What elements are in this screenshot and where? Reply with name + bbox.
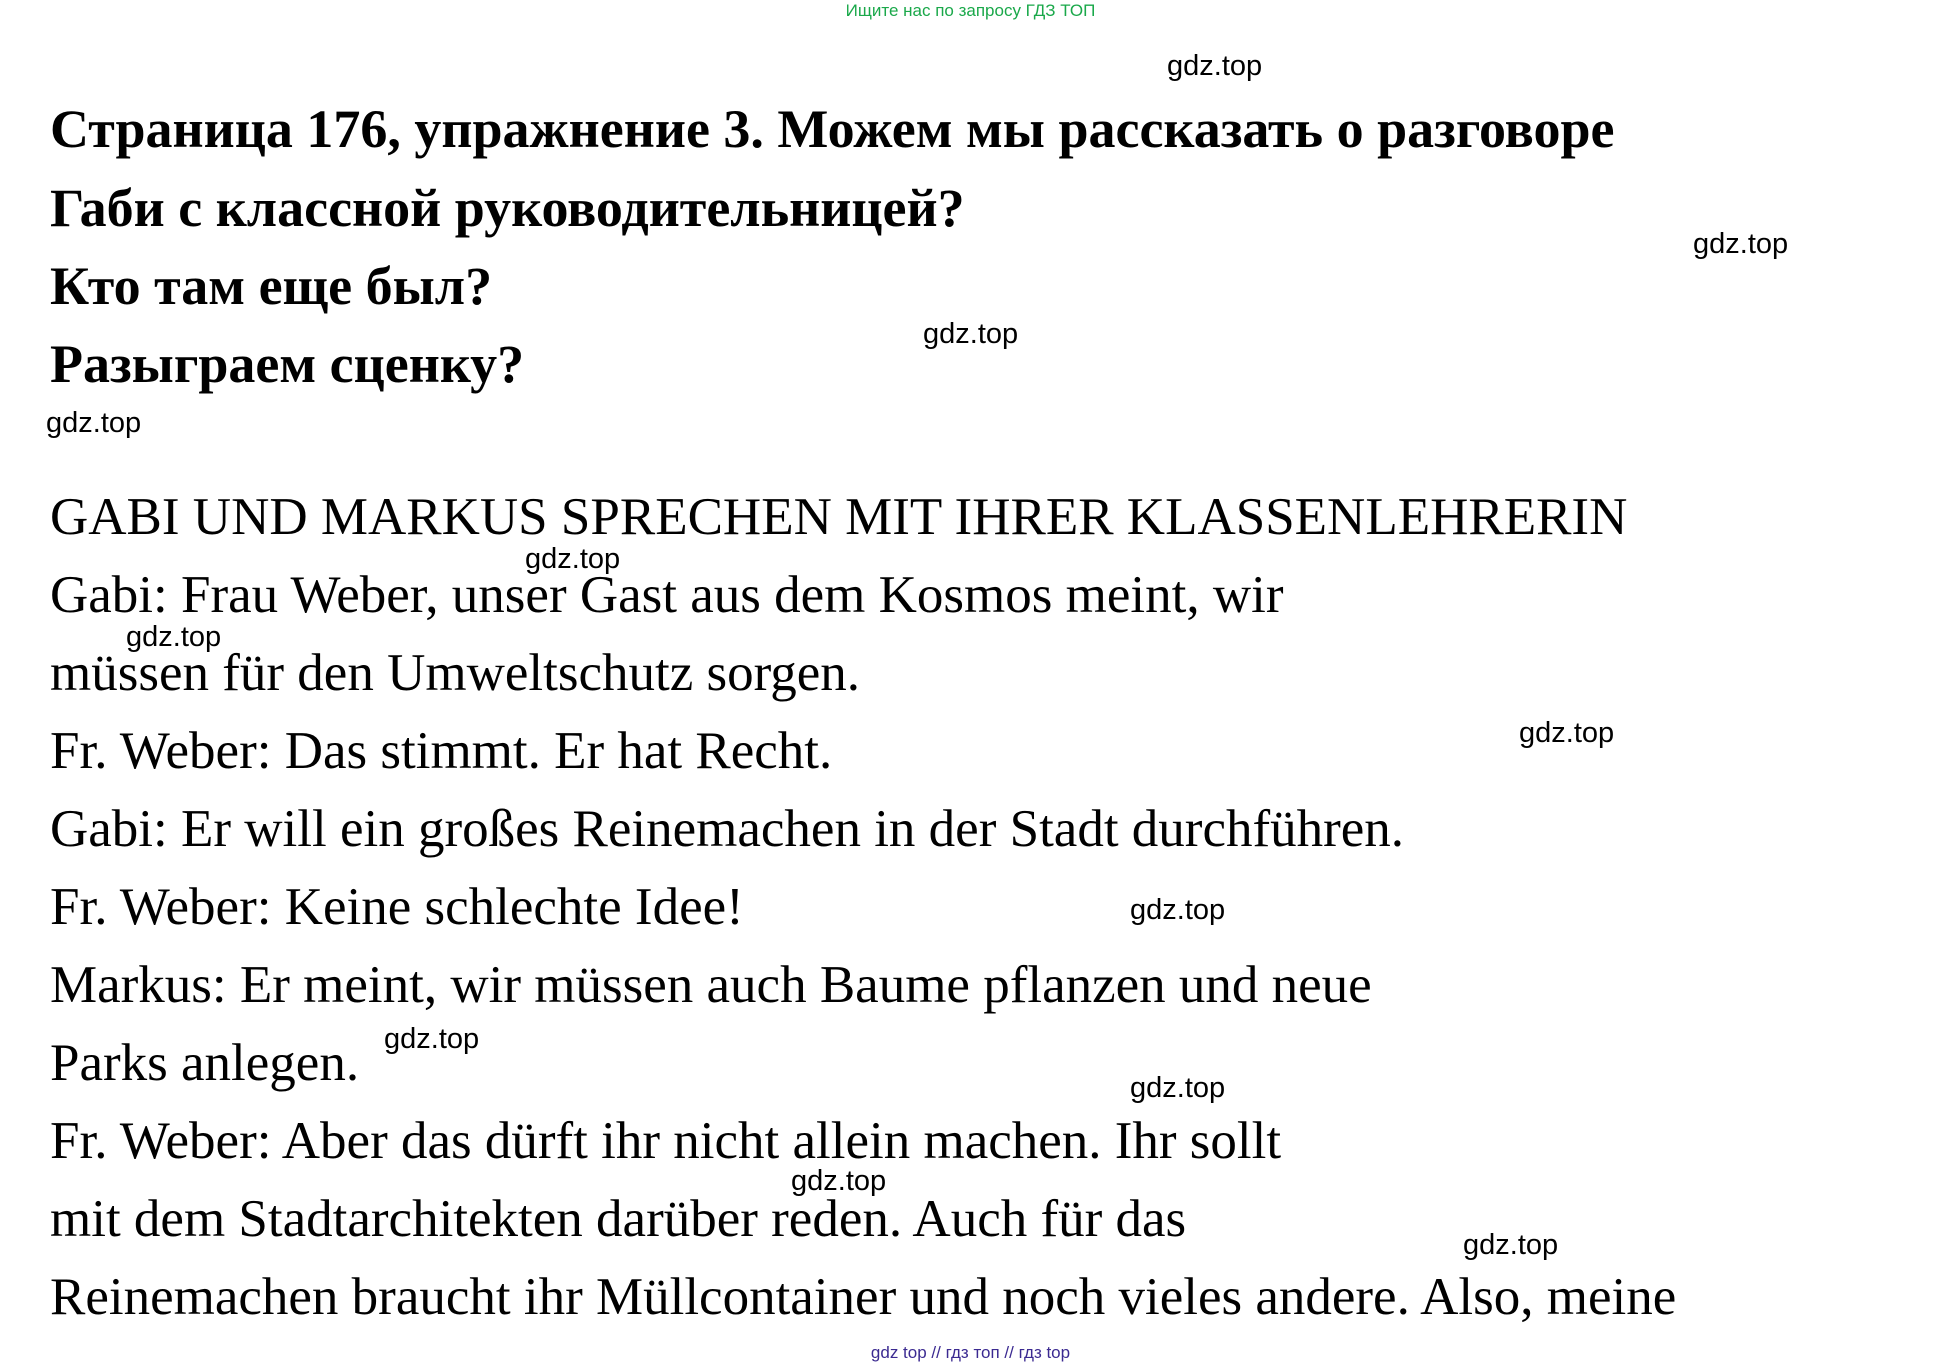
watermark: gdz.top <box>923 318 1019 350</box>
watermark: gdz.top <box>1167 50 1263 82</box>
dialogue-line-5: Fr. Weber: Keine schlechte Idee! <box>50 878 744 936</box>
heading-line-1: Страница 176, упражнение 3. Можем мы рассказать о разговоре <box>50 99 1615 159</box>
dialogue-line-2: müssen für den Umweltschutz sorgen. <box>50 644 861 702</box>
top-banner: Ищите нас по запросу ГДЗ ТОП <box>845 1 1096 20</box>
dialogue-line-7: Parks anlegen. <box>50 1034 360 1092</box>
watermark: gdz.top <box>1130 1072 1226 1104</box>
dialogue-line-6: Markus: Er meint, wir müssen auch Baume pflanzen und neue <box>50 956 1372 1014</box>
footer-links: gdz top // гдз топ // гдз top <box>870 1343 1071 1362</box>
watermark: gdz.top <box>1130 894 1226 926</box>
watermark: gdz.top <box>126 621 222 653</box>
dialogue-line-8: Fr. Weber: Aber das dürft ihr nicht allein machen. Ihr sollt <box>50 1112 1282 1170</box>
heading-line-2: Габи с классной руководительницей? <box>50 178 965 238</box>
heading-line-4: Разыграем сценку? <box>50 334 525 394</box>
dialogue-line-9: mit dem Stadtarchitekten darüber reden. Auch für das <box>50 1190 1187 1248</box>
dialogue-title: GABI UND MARKUS SPRECHEN MIT IHRER KLASSENLEHRERIN <box>50 488 1628 546</box>
dialogue-line-1: Gabi: Frau Weber, unser Gast aus dem Kosmos meint, wir <box>50 566 1284 624</box>
dialogue-line-4: Gabi: Er will ein großes Reinemachen in der Stadt durchführen. <box>50 800 1405 858</box>
dialogue-line-10: Reinemachen braucht ihr Müllcontainer und noch vieles andere. Also, meine <box>50 1268 1677 1326</box>
watermark: gdz.top <box>384 1023 480 1055</box>
dialogue-line-3: Fr. Weber: Das stimmt. Er hat Recht. <box>50 722 833 780</box>
heading-line-3: Кто там еще был? <box>50 256 493 316</box>
watermark: gdz.top <box>1693 228 1789 260</box>
watermark: gdz.top <box>1463 1229 1559 1261</box>
watermark: gdz.top <box>791 1165 887 1197</box>
watermark: gdz.top <box>1519 717 1615 749</box>
watermark: gdz.top <box>46 407 142 439</box>
watermark: gdz.top <box>525 543 621 575</box>
